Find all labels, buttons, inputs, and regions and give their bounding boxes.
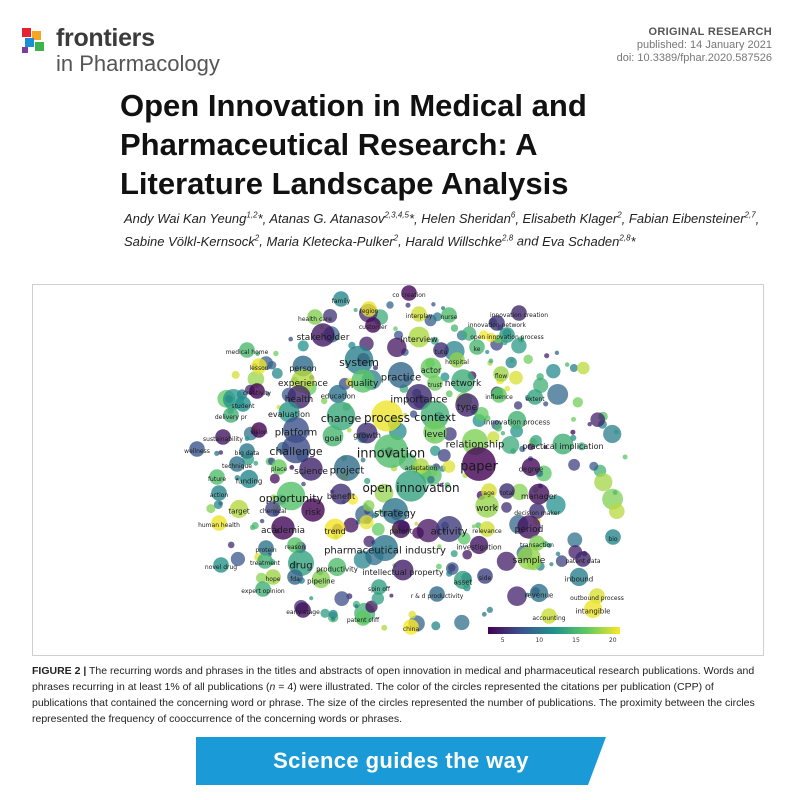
term-label: level <box>424 430 446 441</box>
figure-caption <box>32 663 767 727</box>
term-bubble <box>354 308 358 312</box>
term-label: big data <box>234 450 260 458</box>
term-label: work <box>476 504 498 515</box>
term-label: lesson <box>249 365 269 373</box>
term-label: revenue <box>524 591 554 600</box>
term-bubble <box>354 604 358 608</box>
term-label: asset <box>453 578 473 587</box>
author-name[interactable]: Eva Schaden$^{2,8}$* <box>542 233 636 249</box>
term-label: platform <box>274 427 318 439</box>
term-label: future <box>207 476 227 484</box>
caption-text-1: The recurring words and phrases in the titles and abstracts of open innovation in medical and pharmaceutical research publications. Words and phrases recurring in at least 1% of all publications ( <box>32 665 755 693</box>
term-label: project <box>329 465 365 477</box>
author-separator: and <box>513 233 543 249</box>
term-label: degree <box>518 465 544 474</box>
term-label: innovation process <box>483 418 551 427</box>
term-bubble <box>565 362 570 367</box>
term-bubble <box>245 437 250 442</box>
author-affiliation: 2,7 <box>744 211 756 220</box>
term-bubble <box>272 368 283 379</box>
journal-name: in Pharmacology <box>56 51 220 76</box>
term-label: expert opinion <box>241 588 285 596</box>
term-label: intangible <box>575 607 611 616</box>
term-bubble <box>514 401 522 409</box>
term-label: china <box>402 626 420 634</box>
term-bubble <box>253 461 258 466</box>
term-label: relationship <box>445 439 505 451</box>
term-bubble <box>232 371 240 379</box>
term-label: importance <box>390 394 448 406</box>
term-label: change <box>320 411 362 425</box>
term-bubble <box>571 417 576 422</box>
author-affiliation: 1,2 <box>246 211 258 220</box>
term-label: human health <box>198 522 240 530</box>
term-bubble <box>301 482 306 487</box>
term-bubble <box>623 455 628 460</box>
term-label: tutu <box>434 349 448 357</box>
doi[interactable]: doi: 10.3389/fphar.2020.587526 <box>616 52 772 64</box>
term-bubble <box>501 431 505 435</box>
term-bubble <box>393 326 398 331</box>
term-bubble <box>260 519 264 523</box>
author-affiliation: 2,3,4,5 <box>384 211 409 220</box>
term-label: opportunity <box>258 491 324 505</box>
term-label: bio <box>608 536 618 544</box>
author-separator: , <box>398 233 406 249</box>
term-label: target <box>228 507 250 516</box>
author-name[interactable]: Atanas G. Atanasov$^{2,3,4,5}$* <box>269 211 414 227</box>
term-bubble <box>431 302 435 306</box>
title-line: Literature Landscape Analysis <box>120 166 569 201</box>
term-label: reason <box>284 544 306 552</box>
term-bubble <box>406 303 411 308</box>
term-label: innovation network <box>468 322 526 330</box>
term-bubble <box>568 459 580 471</box>
term-label: growth <box>353 430 381 440</box>
term-bubble <box>309 596 313 600</box>
term-bubble <box>570 364 578 372</box>
term-label: funding <box>235 477 263 486</box>
term-label: period <box>514 525 544 536</box>
term-label: region <box>359 308 379 316</box>
banner-text: Science guides the way <box>273 748 529 773</box>
colorbar-gradient <box>488 627 620 634</box>
term-bubble <box>603 425 621 443</box>
term-label: goal <box>324 433 342 443</box>
author-name[interactable]: Helen Sheridan$^6$ <box>421 211 516 227</box>
term-bubble <box>344 518 359 533</box>
author-name[interactable]: Elisabeth Klager$^2$ <box>522 211 622 227</box>
term-bubble <box>590 412 605 427</box>
term-bubble <box>555 351 559 355</box>
term-bubble <box>451 324 458 331</box>
term-bubble <box>273 351 278 356</box>
figure-2 <box>32 284 764 656</box>
term-label: practical implication <box>522 441 604 451</box>
term-bubble <box>609 503 625 519</box>
term-label: fda <box>290 576 300 584</box>
term-bubble <box>214 500 223 509</box>
author-list <box>124 206 764 251</box>
term-label: experience <box>278 379 328 390</box>
term-label: open innovation <box>362 481 460 496</box>
term-label: process <box>363 411 411 426</box>
term-bubble <box>482 612 487 617</box>
author-affiliation: 2 <box>617 211 622 220</box>
term-label: family <box>331 298 351 306</box>
term-label: activity <box>430 526 468 538</box>
slogan-banner <box>196 737 606 785</box>
term-label: sustainability <box>203 436 243 444</box>
term-bubble <box>536 373 543 380</box>
term-label: patent data <box>565 558 601 566</box>
term-bubble <box>386 301 393 308</box>
colorbar-tick-label: 20 <box>608 637 617 644</box>
term-label: paper <box>460 459 498 475</box>
term-bubble <box>334 591 349 606</box>
term-label: sample <box>512 556 546 567</box>
term-label: extent <box>525 396 545 404</box>
term-label: technique <box>222 463 252 471</box>
title-line: Open Innovation in Medical and <box>120 88 587 123</box>
term-bubble <box>446 562 459 575</box>
term-label: health care <box>298 316 332 324</box>
term-label: outbound process <box>570 595 624 603</box>
term-label: science <box>294 467 328 478</box>
term-label: early stage <box>286 609 320 617</box>
published-date: published: 14 January 2021 <box>636 39 772 51</box>
term-label: transaction <box>520 542 554 550</box>
term-label: age <box>483 490 495 498</box>
term-label: spin off <box>367 586 391 594</box>
term-bubble <box>567 532 582 547</box>
term-bubble <box>288 337 293 342</box>
term-bubble <box>331 617 336 622</box>
colorbar-tick-label: 5 <box>500 637 505 644</box>
term-bubble <box>544 353 549 358</box>
term-bubble <box>501 502 512 513</box>
term-label: innovation creation <box>489 312 549 320</box>
author-affiliation: 2,8 <box>619 233 631 243</box>
term-label: innovation <box>356 446 426 462</box>
term-label: chemical <box>259 508 287 516</box>
term-bubble <box>594 473 612 491</box>
term-label: decision maker <box>514 510 560 518</box>
author-name[interactable]: Harald Willschke$^{2,8}$ <box>405 233 514 249</box>
author-affiliation: 6 <box>510 211 516 220</box>
term-bubble <box>228 542 235 549</box>
term-bubble <box>589 462 598 471</box>
term-label: side <box>478 575 492 583</box>
term-label: challenge <box>269 444 323 458</box>
term-label: quality <box>347 379 379 390</box>
term-label: context <box>414 410 456 424</box>
term-label: pipeline <box>307 577 335 586</box>
term-label: practice <box>380 372 422 384</box>
term-bubble <box>547 384 568 405</box>
term-label: ke <box>473 346 481 354</box>
term-label: flow <box>494 373 508 381</box>
term-label: student <box>231 403 255 411</box>
term-label: trend <box>324 526 346 536</box>
author-name[interactable]: Maria Kletecka-Pulker$^2$ <box>266 233 399 249</box>
term-label: customer <box>358 324 388 332</box>
term-bubble <box>347 428 352 433</box>
term-label: risk <box>304 508 322 519</box>
term-label: treatment <box>249 560 281 568</box>
term-label: type <box>456 403 478 414</box>
term-label: action <box>209 492 229 500</box>
journal-logo <box>22 24 262 80</box>
author-name[interactable]: Sabine Völkl-Kernsock$^2$ <box>124 233 260 249</box>
term-label: novel drug <box>204 564 238 572</box>
paper-title <box>120 86 720 203</box>
term-label: influence <box>485 394 513 402</box>
term-label: benefit <box>326 491 356 501</box>
term-label: r & d productivity <box>410 593 464 601</box>
term-bubble <box>489 359 494 364</box>
term-bubble <box>510 359 514 363</box>
frontiers-logo-icon <box>22 28 48 54</box>
term-bubble <box>359 515 373 529</box>
author-affiliation: 2 <box>254 233 260 243</box>
term-bubble <box>509 371 523 385</box>
term-label: vision <box>250 429 268 437</box>
author-separator: , <box>621 211 629 227</box>
term-label: interplay <box>405 313 433 321</box>
title-line: Pharmaceutical Research: A <box>120 127 538 162</box>
term-bubble <box>573 397 583 407</box>
author-affiliation: 2,8 <box>502 233 514 243</box>
term-bubble <box>556 552 561 557</box>
term-label: total <box>500 490 514 498</box>
author-affiliation: 2 <box>393 233 399 243</box>
term-label: strategy <box>374 508 416 520</box>
caption-label: FIGURE 2 | <box>32 665 87 677</box>
author-separator: , <box>755 211 760 227</box>
term-bubble <box>546 364 560 378</box>
term-bubble <box>270 474 280 484</box>
term-bubble <box>389 594 393 598</box>
term-label: nurse <box>440 314 458 322</box>
caption-text-2: = 4) were illustrated. The color of the circles represented the citations per publication (CPP) of publications that contained the concerning word or phrase. The size of the circles represented the number of publications. The proximity between the circles represented the frequency of cooccurrence of the concerning words or phrases. <box>32 681 755 725</box>
term-bubble <box>320 609 329 618</box>
term-label: health <box>284 395 314 406</box>
term-label: open innovation process <box>470 334 544 342</box>
author-name[interactable]: Fabian Eibensteiner$^{2,7}$ <box>628 211 756 227</box>
term-label: network <box>444 379 482 390</box>
term-label: creativity <box>242 390 272 398</box>
term-label: delivery pr <box>214 414 248 422</box>
term-label: interview <box>400 334 438 344</box>
term-bubble <box>268 361 277 370</box>
term-label: intellectual property <box>362 567 444 577</box>
term-bubble <box>549 562 553 566</box>
term-label: evaluation <box>267 409 311 419</box>
term-label: relevance <box>472 528 502 536</box>
term-label: co creation <box>392 292 426 300</box>
term-label: inbound <box>564 575 594 584</box>
colorbar <box>488 627 620 644</box>
term-bubble <box>485 350 489 354</box>
term-bubble <box>408 611 416 619</box>
term-bubble <box>613 490 618 495</box>
journal-brand: frontiers <box>56 24 155 52</box>
term-label: patent cliff <box>346 617 380 625</box>
term-label: wellness <box>184 448 210 456</box>
term-bubble <box>454 615 469 630</box>
term-label: productivity <box>316 565 358 574</box>
term-bubble <box>570 430 575 435</box>
term-bubble <box>250 525 255 530</box>
term-label: protein <box>255 547 277 555</box>
term-bubble <box>431 621 440 630</box>
term-label: stakeholder <box>296 333 350 344</box>
term-label: actor <box>420 365 442 375</box>
colorbar-tick-label: 10 <box>535 637 544 644</box>
term-label: manager <box>521 491 557 501</box>
term-label: education <box>320 392 356 401</box>
term-label: place <box>270 466 288 474</box>
caption-n-symbol: n <box>269 681 276 693</box>
term-bubble <box>524 355 533 364</box>
author-name[interactable]: Andy Wai Kan Yeung$^{1,2}$* <box>124 211 263 227</box>
keyword-cooccurrence-map <box>33 285 763 655</box>
term-label: hope <box>265 576 281 584</box>
term-label: hospital <box>445 359 469 367</box>
term-bubble <box>443 460 456 473</box>
term-label: academia <box>260 526 306 537</box>
term-label: pharmaceutical industry <box>324 545 446 557</box>
term-label: trust <box>427 382 443 390</box>
term-bubble <box>414 522 418 526</box>
term-bubble <box>614 429 619 434</box>
term-bubble <box>372 523 385 536</box>
author-separator: , <box>414 211 422 227</box>
article-meta <box>617 26 772 64</box>
term-bubble <box>487 607 493 613</box>
author-separator: , <box>515 211 523 227</box>
term-label: system <box>339 355 379 369</box>
term-bubble <box>577 362 590 375</box>
term-label: person <box>289 363 317 373</box>
term-label: investigation <box>456 543 502 552</box>
term-bubble <box>363 500 374 511</box>
term-label: drug <box>289 560 313 572</box>
term-label: adaptation <box>404 465 438 473</box>
term-bubble <box>438 449 451 462</box>
term-bubble <box>381 625 387 631</box>
author-separator: , <box>259 233 267 249</box>
term-label: patent <box>389 527 413 536</box>
author-separator: , <box>262 211 270 227</box>
term-label: accounting <box>532 615 566 623</box>
colorbar-tick-label: 15 <box>572 637 580 644</box>
term-bubble <box>214 451 219 456</box>
article-type: ORIGINAL RESEARCH <box>648 26 772 38</box>
term-label: medical home <box>225 349 269 357</box>
